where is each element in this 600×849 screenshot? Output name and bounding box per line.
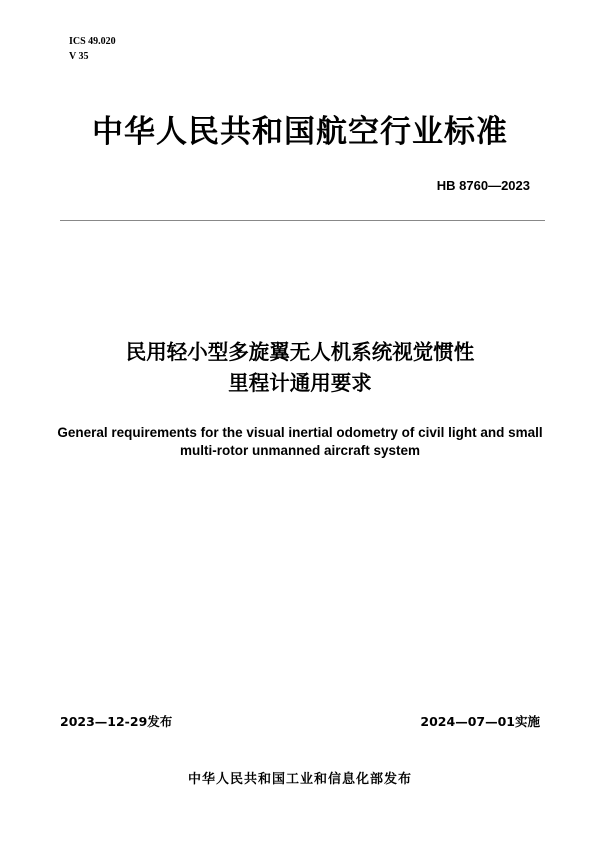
document-title-cn-line2: 里程计通用要求	[228, 371, 372, 395]
document-title-en-line2: multi-rotor unmanned aircraft system	[179, 443, 421, 458]
implementation-date: 2024—07—01实施	[420, 714, 540, 729]
header-divider	[60, 220, 545, 221]
standard-category-title: 中华人民共和国航空行业标准	[92, 114, 508, 150]
standard-number: HB 8760—2023	[436, 178, 530, 193]
ics-code: ICS 49.020	[69, 36, 116, 47]
issuing-authority: 中华人民共和国工业和信息化部发布	[187, 772, 412, 787]
document-title-en-line1: General requirements for the visual inertial odometry of civil light and small	[57, 425, 543, 440]
ccs-code: V 35	[69, 51, 89, 62]
issue-date: 2023—12-29发布	[60, 714, 173, 729]
document-title-cn-line1: 民用轻小型多旋翼无人机系统视觉惯性	[125, 340, 475, 364]
